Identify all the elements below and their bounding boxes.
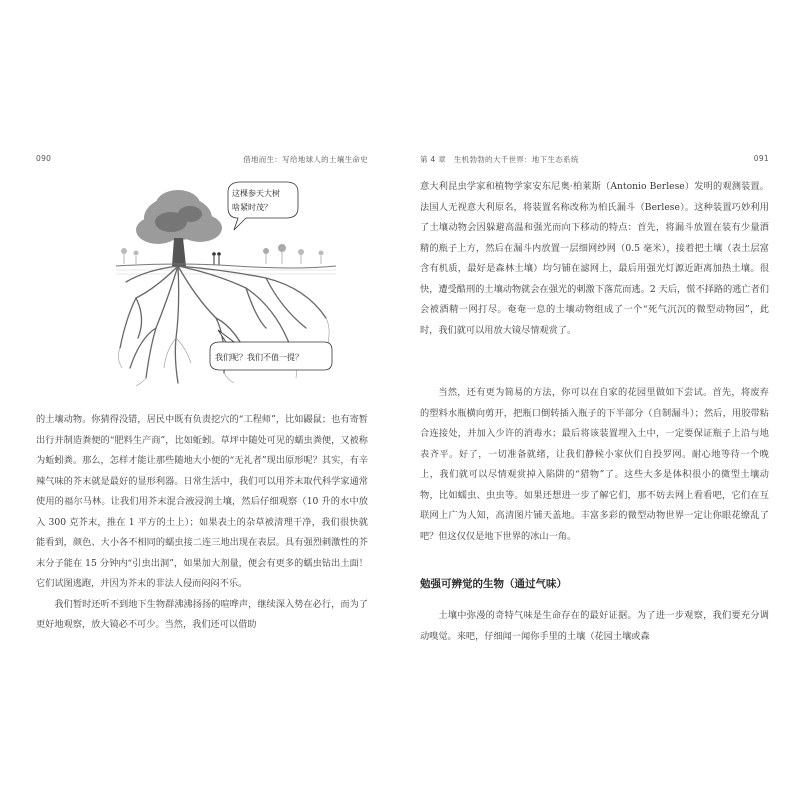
speech-bubble-bottom: [210, 330, 332, 370]
left-paragraph-2: 我们暂时还听不到地下生物群沸沸扬扬的喧哗声，继续深入势在必行，而为了更好地观察，放大镜必不可少。当然，我们还可以借助: [36, 598, 368, 630]
left-page-number: 090: [36, 154, 52, 163]
right-running-head: [420, 154, 769, 166]
bubble-top-text: 这棵参天大树: [232, 189, 280, 198]
left-running-title: 借地而生：写给地球人的土壤生命史: [243, 155, 368, 164]
bubble-top-text-2: 啥紧时茂？: [232, 203, 272, 212]
right-body-text-1: [420, 177, 769, 341]
left-paragraph-1: 的土壤动物。你猜得没错，居民中既有负责挖穴的“工程师”，比如鼹鼠；也有寄暂出行并制造粪便的“肥料生产商”，比如蚯蚓。草坪中随处可见的蠕虫粪便，又被称为蚯蚓粪。那么，怎样才能让那些随地大小便的“无礼者”现出原形呢？其实，有辛辣气味的芥末就是最好的显形利器。日常生活中，我们可以用芥末取代科学家通常使用的福尔马林。让我们用芥末混合液浸润土壤，然后仔细观察（10 升的水中放入 300 克芥末，推在 1 平方的土上）；如果表土的杂草被清理干净，我们很快就能看到，颜色、大小各不相同的蠕虫接二连三地出现在表层。具有强烈刺激性的芥末分子能在 15 分钟内“引虫出洞”，如果加大剂量，便会有更多的蠕虫钻出土面！它们试图逃跑，并因为芥末的非法人侵而闷闷不乐。: [36, 414, 368, 589]
left-running-head: [36, 154, 368, 166]
right-paragraph-2: 当然，还有更为简易的方法，你可以在自家的花园里做如下尝试。首先，将废弃的塑料水瓶横向剪开，把瓶口倒转插入瓶子的下半部分（自制漏斗）；然后，用胶带粘合连接处，并加入少许的消毒水；最后将该装置埋入土中，一定要保证瓶子上沿与地表齐平。好了，一切准备就绪，让我们静候小家伙们自投罗网。耐心地等待一个晚上，我们就可以尽情观赏掉入陷阱的“猎物”了。这些大多是体积很小的微型土壤动物，比如蠕虫、虫虫等。如果还想进一步了解它们，那不妨去网上看看吧，它们在互联网上广为人知，高清图片铺天盖地。丰富多彩的微型动物世界一定让你眼花缭乱了吧？但这仅仅是地下世界的冰山一角。: [420, 387, 769, 542]
right-paragraph-3: 土壤中弥漫的奇特气味是生命存在的最好证据。为了进一步观察，我们要充分调动嗅觉。来吧，仔细闻一闻你手里的土壤（花园土壤或森: [420, 610, 769, 642]
right-running-title: 第 4 章 生机勃勃的大千世界：地下生态系统: [420, 155, 579, 164]
people-figures: [213, 253, 221, 265]
section-heading: 勉强可辨觉的生物（通过气味）: [420, 578, 567, 590]
tree-roots-illustration: [116, 178, 336, 388]
tree-drawing: [116, 178, 336, 388]
speech-bubble-top: [228, 182, 298, 230]
right-body-text-2: [420, 383, 769, 547]
right-page-number: 091: [753, 154, 769, 163]
right-body-text-3: [420, 606, 769, 647]
bubble-bottom-text: 我们呢？我们不值一提？: [215, 353, 303, 362]
right-paragraph-1: 意大利昆虫学家和植物学家安东尼奥·柏莱斯（Antonio Berlese）发明的观测装置。法国人无视意大利原名，将装置名称改称为柏氏漏斗（Berlese）。这种装置巧妙利用了土壤动物会因躲避高温和强光而向下移动的特点：首先，将漏斗放置在装有少量酒精的瓶子上方，然后在漏斗内放置一层细网纱网（0.5 毫米），接着把土壤（表土层富含有机质，最好是森林土壤）均匀铺在滤网上，最后用强光灯源近距离加热土壤。很快，遭受酷刑的土壤动物就会在强光的刺激下落荒而逃。2 天后，慌不择路的逃亡者们会被酒精一网打尽。奄奄一息的土壤动物组成了一个“死气沉沉的微型动物园”，此时，我们就可以用放大镜尽情观赏了。: [420, 181, 769, 336]
left-body-text: [36, 410, 368, 636]
